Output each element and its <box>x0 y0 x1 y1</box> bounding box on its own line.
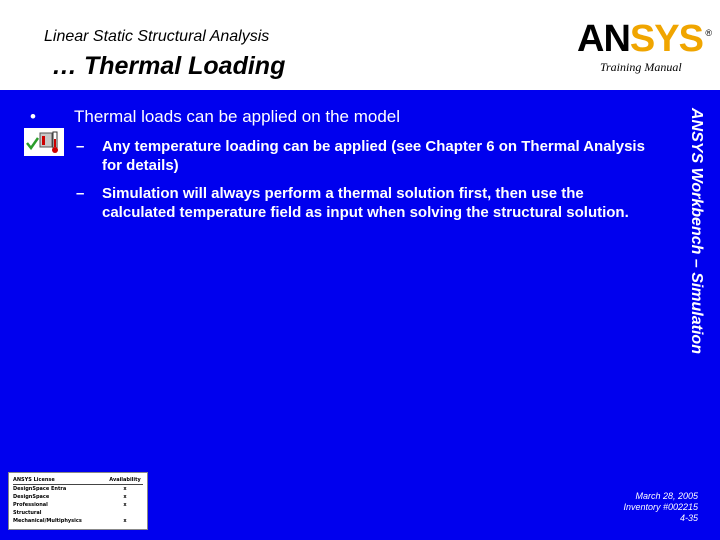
license-availability: x <box>123 502 127 508</box>
side-banner-text: ANSYS Workbench – Simulation <box>688 108 705 354</box>
header-divider <box>0 90 720 92</box>
section-title: … Thermal Loading <box>52 52 286 80</box>
slide-content <box>28 104 658 222</box>
sub-item-dash: – <box>76 138 85 155</box>
sub-item <box>28 137 658 175</box>
footer-inventory: Inventory #002215 <box>623 502 698 512</box>
bullet-item <box>28 104 658 130</box>
license-table-row <box>13 493 143 501</box>
license-availability: x <box>123 486 127 492</box>
training-manual-label: Training Manual <box>600 60 682 74</box>
sub-item <box>28 184 658 222</box>
bullet-text: Thermal loads can be applied on the model <box>74 107 401 126</box>
license-name: Mechanical/Multiphysics <box>13 518 82 524</box>
license-table-header <box>13 476 143 485</box>
license-name: Structural <box>13 510 42 516</box>
license-name: DesignSpace <box>13 494 50 500</box>
license-table-row <box>13 509 143 517</box>
license-availability <box>107 509 143 517</box>
footer-page-number: 4-35 <box>679 513 698 523</box>
license-name: DesignSpace Entra <box>13 486 67 492</box>
license-name: Professional <box>13 502 48 508</box>
ansys-logo <box>577 18 711 60</box>
side-banner <box>683 108 709 420</box>
license-availability: x <box>123 518 127 524</box>
logo-an: AN <box>577 18 630 60</box>
sub-item-text: Any temperature loading can be applied (see Chapter 6 on Thermal Analysis for details) <box>102 138 645 174</box>
course-title: Linear Static Structural Analysis <box>44 28 270 45</box>
license-table-row <box>13 501 143 509</box>
logo-registered-mark: ® <box>705 28 711 38</box>
logo-sys: SYS <box>629 18 703 60</box>
license-availability: x <box>123 494 127 500</box>
availability-header-cell: Availability <box>107 476 143 485</box>
license-header-cell: ANSYS License <box>13 476 107 485</box>
sub-item-dash: – <box>76 185 85 202</box>
sub-item-text: Simulation will always perform a thermal solution first, then use the calculated temperature field as input when solving the structural solution. <box>102 185 629 221</box>
license-availability-table <box>8 472 148 530</box>
slide-footer <box>623 491 698 524</box>
footer-date: March 28, 2005 <box>635 491 698 501</box>
license-table-row <box>13 485 143 494</box>
license-table-row <box>13 517 143 525</box>
